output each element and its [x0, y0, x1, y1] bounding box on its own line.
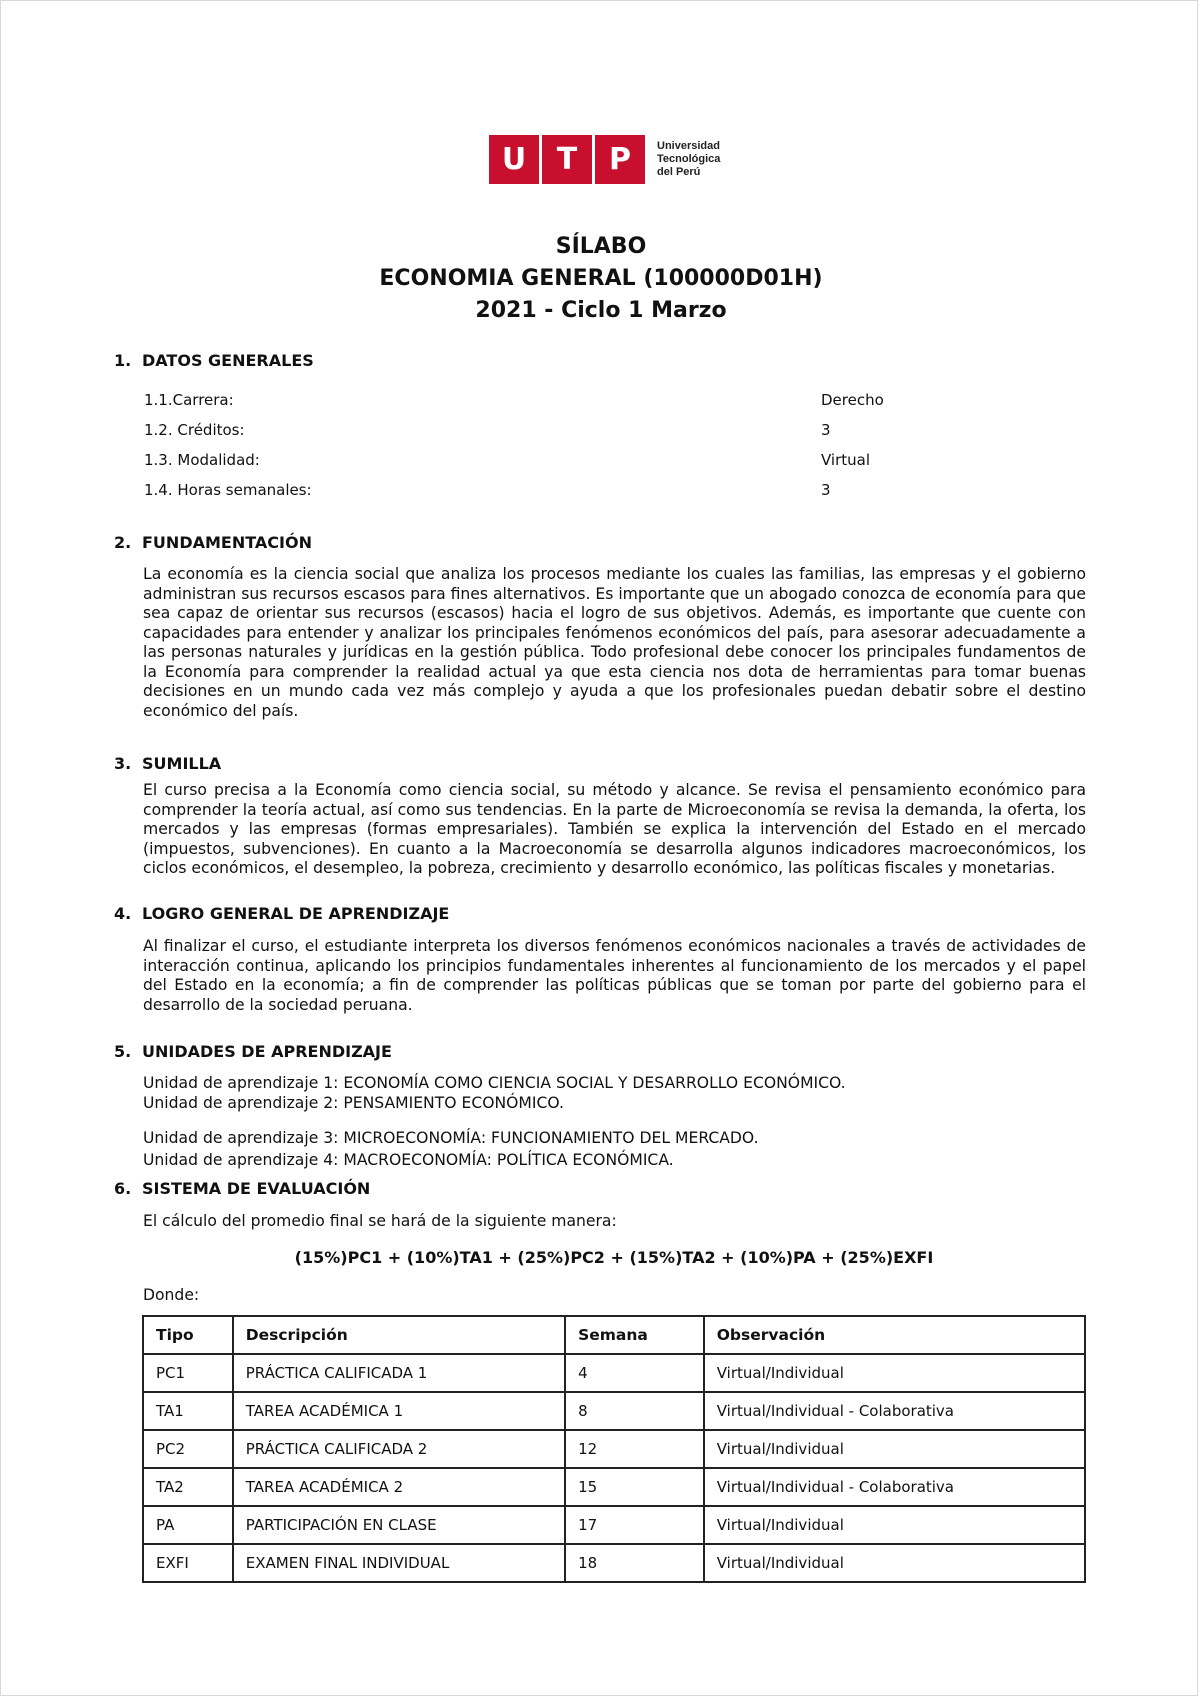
cell-descripcion: PRÁCTICA CALIFICADA 2 — [233, 1430, 565, 1468]
logo-text — [657, 140, 720, 179]
cell-tipo: PC1 — [143, 1354, 233, 1392]
section-heading-evaluacion — [114, 1179, 370, 1198]
utp-logo — [489, 135, 720, 184]
section-heading-fundamentacion — [114, 533, 312, 552]
datos-value: Virtual — [821, 451, 871, 469]
cell-observacion: Virtual/Individual - Colaborativa — [704, 1468, 1085, 1506]
cell-tipo: TA1 — [143, 1392, 233, 1430]
cell-semana: 8 — [565, 1392, 704, 1430]
cell-observacion: Virtual/Individual - Colaborativa — [704, 1392, 1085, 1430]
table-row — [143, 1506, 1085, 1544]
cell-descripcion: TAREA ACADÉMICA 1 — [233, 1392, 565, 1430]
section-title: UNIDADES DE APRENDIZAJE — [142, 1042, 392, 1061]
section-title: LOGRO GENERAL DE APRENDIZAJE — [142, 904, 450, 923]
cell-observacion: Virtual/Individual — [704, 1544, 1085, 1582]
logo-letter-t: T — [542, 135, 592, 184]
cell-descripcion: PRÁCTICA CALIFICADA 1 — [233, 1354, 565, 1392]
evaluacion-intro: El cálculo del promedio final se hará de la siguiente manera: — [143, 1212, 617, 1230]
datos-label: 1.2. Créditos: — [144, 421, 245, 439]
cell-descripcion: EXAMEN FINAL INDIVIDUAL — [233, 1544, 565, 1582]
logo-text-line: Tecnológica — [657, 153, 721, 165]
document-title: SÍLABO — [555, 234, 647, 259]
section-title: SUMILLA — [142, 754, 222, 773]
section-number: 1. — [114, 351, 132, 370]
column-header-semana: Semana — [565, 1316, 704, 1354]
logro-text: Al finalizar el curso, el estudiante interpreta los diversos fenómenos económicos nacionales a través de actividades de interacción continua, aplicando los principios fundamentales inherentes al funcionamiento de los mercados y el papel del Estado en la economía; a fin de comprender las políticas públicas que se toman por parte del gobierno para el desarrollo de la sociedad peruana. — [143, 937, 1086, 1014]
cell-tipo: PA — [143, 1506, 233, 1544]
unidad-item: Unidad de aprendizaje 4: MACROECONOMÍA: POLÍTICA ECONÓMICA. — [143, 1151, 674, 1169]
table-row — [143, 1392, 1085, 1430]
cell-semana: 17 — [565, 1506, 704, 1544]
cell-tipo: PC2 — [143, 1430, 233, 1468]
course-period: 2021 - Ciclo 1 Marzo — [475, 298, 727, 323]
section-heading-sumilla — [114, 754, 221, 773]
section-title: SISTEMA DE EVALUACIÓN — [142, 1179, 371, 1198]
cell-descripcion: TAREA ACADÉMICA 2 — [233, 1468, 565, 1506]
logo-text-line: del Perú — [657, 166, 701, 178]
column-header-descripcion: Descripción — [233, 1316, 565, 1354]
cell-observacion: Virtual/Individual — [704, 1430, 1085, 1468]
logo-letters — [489, 135, 648, 184]
datos-label: 1.3. Modalidad: — [144, 451, 260, 469]
logo-letter-p: P — [595, 135, 645, 184]
unidad-item: Unidad de aprendizaje 3: MICROECONOMÍA: FUNCIONAMIENTO DEL MERCADO. — [143, 1129, 759, 1147]
datos-label: 1.4. Horas semanales: — [144, 481, 312, 499]
section-number: 3. — [114, 754, 132, 773]
cell-observacion: Virtual/Individual — [704, 1354, 1085, 1392]
cell-semana: 4 — [565, 1354, 704, 1392]
evaluacion-formula: (15%)PC1 + (10%)TA1 + (25%)PC2 + (15%)TA2 + (10%)PA + (25%)EXFI — [294, 1248, 934, 1267]
course-name: ECONOMIA GENERAL (100000D01H) — [379, 266, 823, 291]
unidad-item: Unidad de aprendizaje 1: ECONOMÍA COMO CIENCIA SOCIAL Y DESARROLLO ECONÓMICO. — [143, 1074, 846, 1092]
cell-tipo: EXFI — [143, 1544, 233, 1582]
datos-label: 1.1.Carrera: — [144, 391, 234, 409]
unidad-item: Unidad de aprendizaje 2: PENSAMIENTO ECONÓMICO. — [143, 1094, 564, 1112]
table-row — [143, 1430, 1085, 1468]
cell-tipo: TA2 — [143, 1468, 233, 1506]
fundamentacion-text: La economía es la ciencia social que analiza los procesos mediante los cuales las familias, las empresas y el gobierno administran sus recursos escasos para fines alternativos. Es importante que un abogado conozca de economía para que sea capaz de orientar sus recursos (escasos) hacia el logro de sus objetivos. Además, es importante que cuente con capacidades para entender y analizar los principales fenómenos económicos del país, para asesorar adecuadamente a las personas naturales y jurídicas en la gestión pública. Todo profesional debe conocer los principales fundamentos de la Economía para comprender la realidad actual ya que esta ciencia nos dota de herramientas para tomar buenas decisiones en un mundo cada vez más complejo y ayuda a que los profesionales puedan debatir sobre el destino económico del país. — [143, 565, 1086, 720]
table-row — [143, 1468, 1085, 1506]
column-header-observacion: Observación — [704, 1316, 1085, 1354]
table-row — [143, 1544, 1085, 1582]
section-heading-unidades — [114, 1042, 392, 1061]
cell-semana: 12 — [565, 1430, 704, 1468]
table-header-row — [143, 1316, 1085, 1354]
section-number: 4. — [114, 904, 132, 923]
datos-value: Derecho — [821, 391, 884, 409]
sumilla-text: El curso precisa a la Economía como ciencia social, su método y alcance. Se revisa el pensamiento económico para comprender la teoría actual, así como sus tendencias. En la parte de Microeconomía se revisa la demanda, la oferta, los mercados y las empresas (formas empresariales). También se explica la intervención del Estado en el mercado (impuestos, subvenciones). En cuanto a la Macroeconomía se desarrolla algunos indicadores macroeconómicos, los ciclos económicos, el desempleo, la pobreza, crecimiento y desarrollo económico, las políticas fiscales y monetarias. — [143, 781, 1086, 877]
cell-semana: 15 — [565, 1468, 704, 1506]
logo-text-line: Universidad — [657, 140, 720, 152]
datos-value: 3 — [821, 481, 831, 499]
evaluation-table — [142, 1315, 1086, 1583]
section-heading-datos — [114, 351, 314, 370]
datos-value: 3 — [821, 421, 831, 439]
section-number: 5. — [114, 1042, 132, 1061]
section-heading-logro — [114, 904, 449, 923]
logo-letter-u: U — [489, 135, 539, 184]
table-row — [143, 1354, 1085, 1392]
donde-label: Donde: — [143, 1286, 200, 1304]
section-number: 6. — [114, 1179, 132, 1198]
cell-semana: 18 — [565, 1544, 704, 1582]
column-header-tipo: Tipo — [143, 1316, 233, 1354]
section-title: DATOS GENERALES — [142, 351, 314, 370]
section-number: 2. — [114, 533, 132, 552]
cell-observacion: Virtual/Individual — [704, 1506, 1085, 1544]
cell-descripcion: PARTICIPACIÓN EN CLASE — [233, 1506, 565, 1544]
section-title: FUNDAMENTACIÓN — [142, 533, 312, 552]
